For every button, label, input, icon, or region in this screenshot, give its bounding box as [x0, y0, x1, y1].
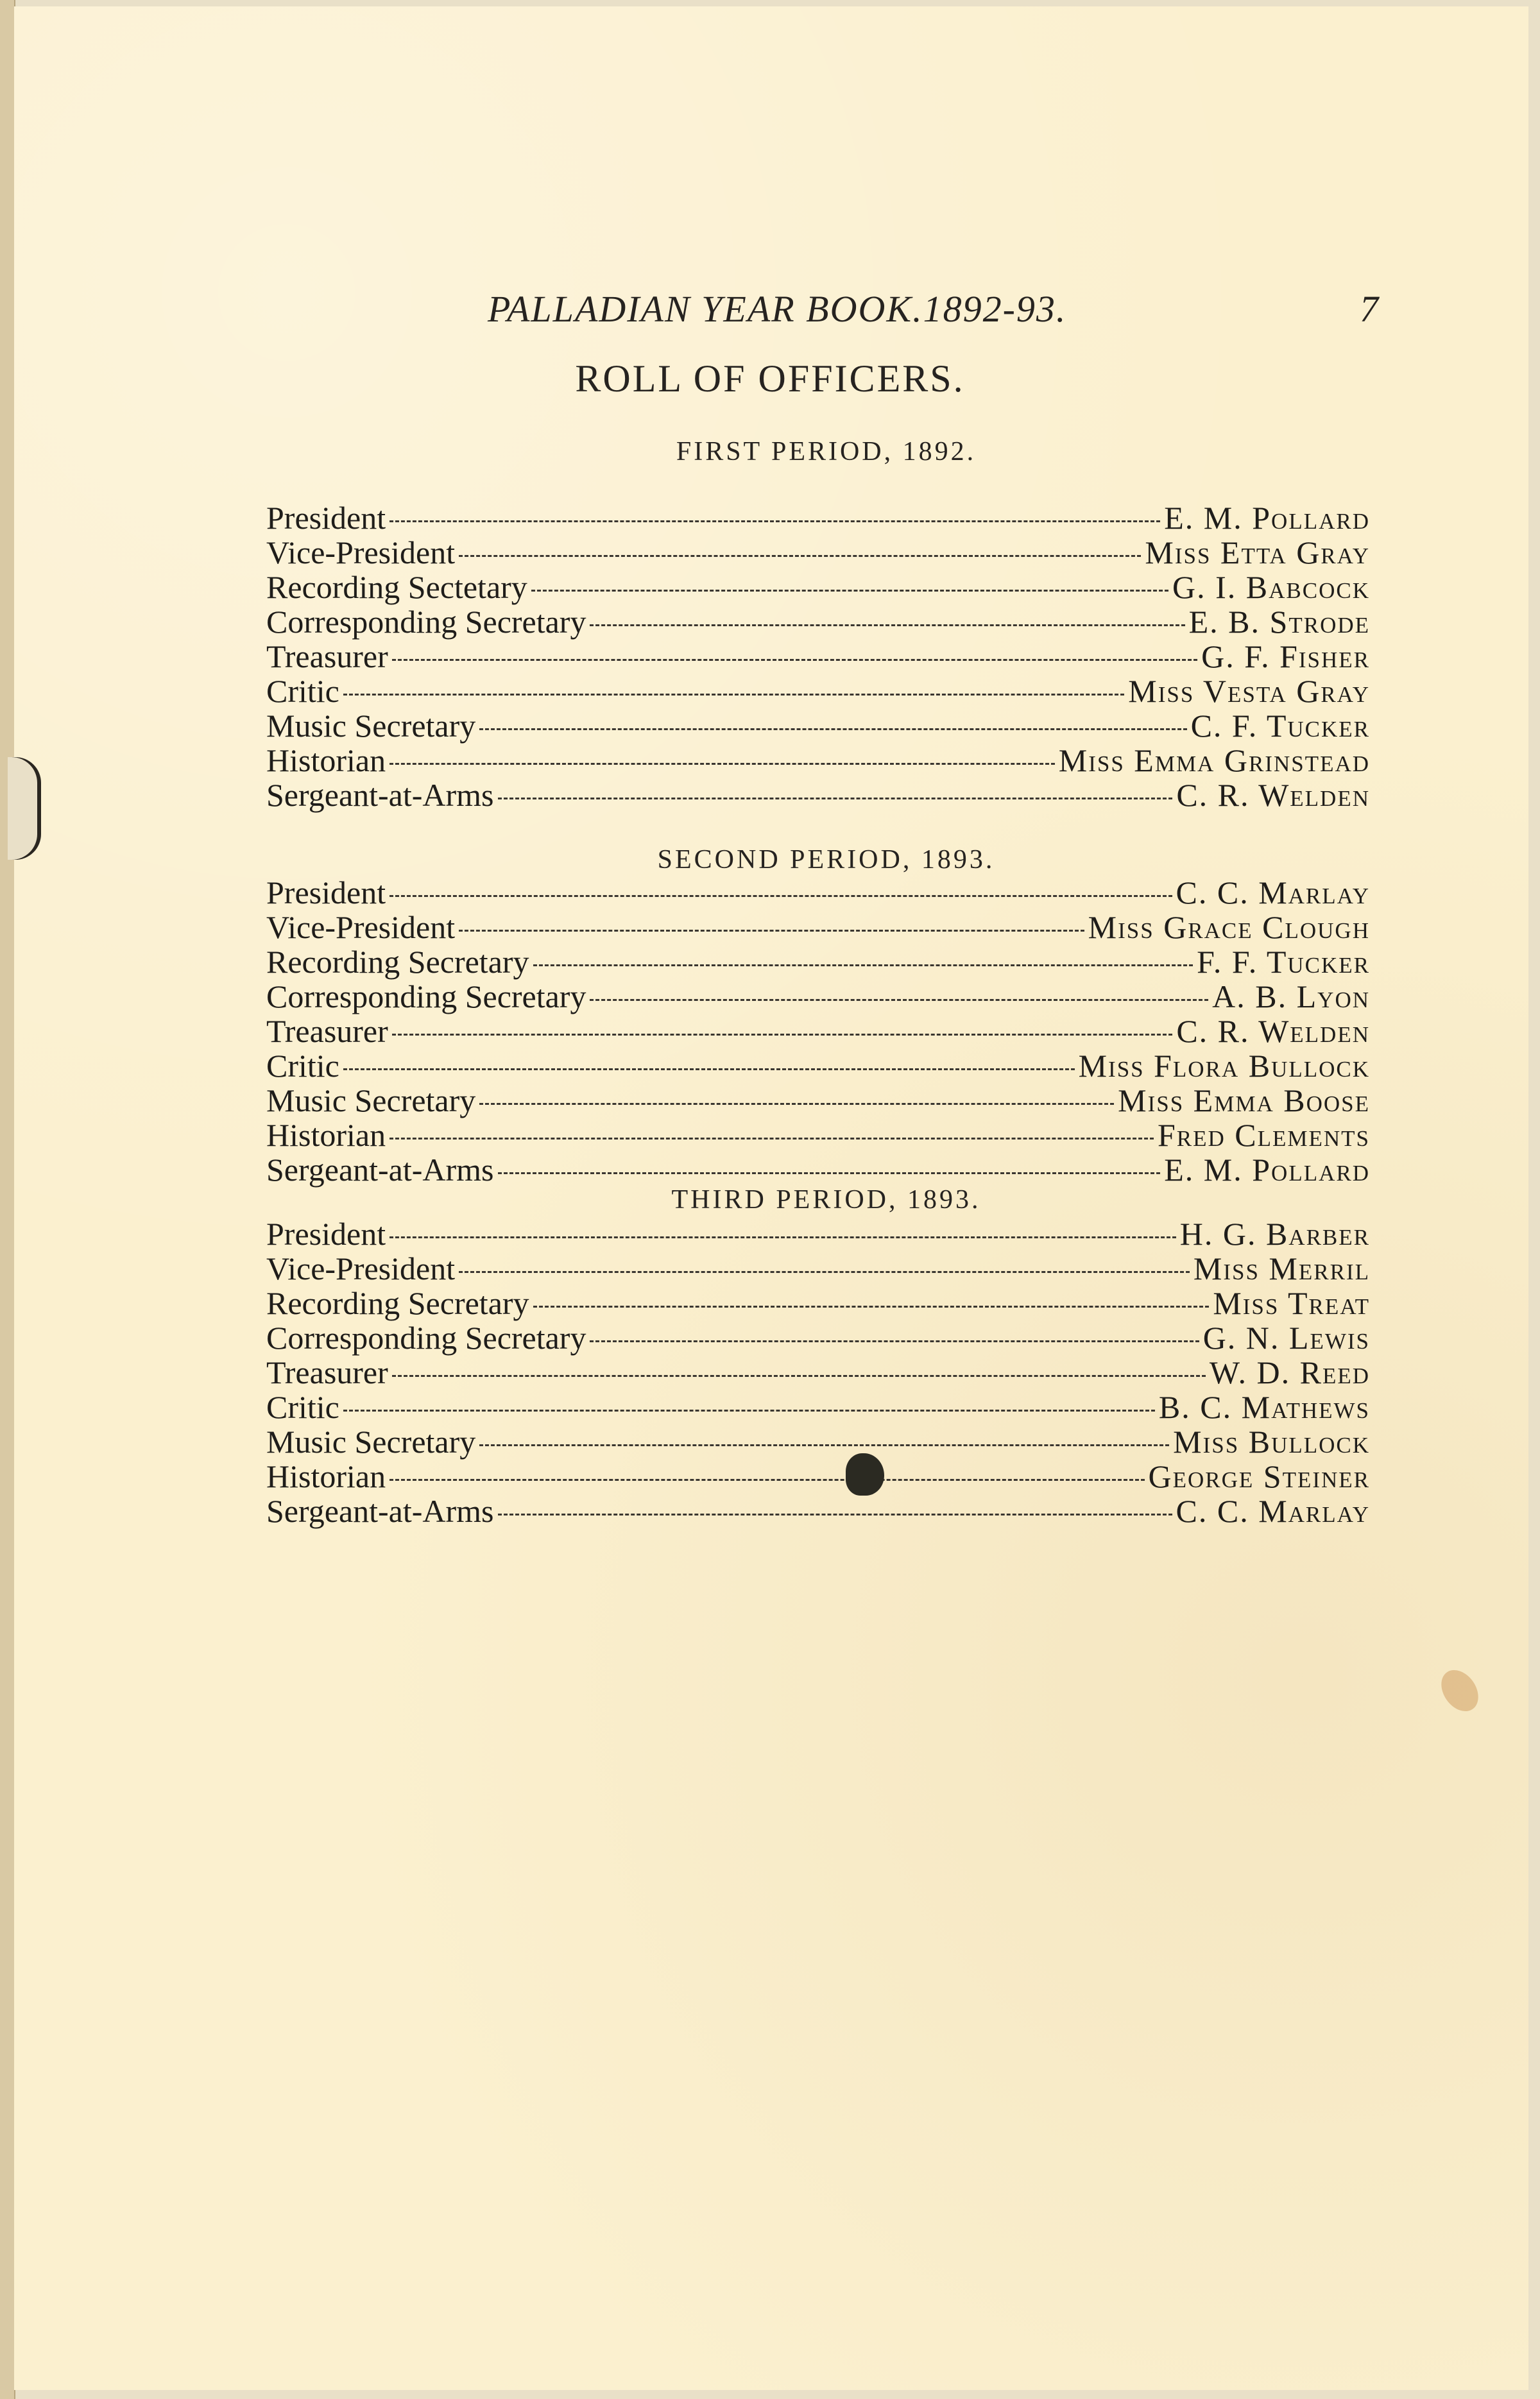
period-title: SECOND PERIOD, 1893. — [657, 845, 995, 875]
dot-leader — [389, 1138, 1154, 1140]
officer-row — [266, 708, 1370, 743]
officer-row — [266, 944, 1370, 979]
dot-leader — [479, 1103, 1114, 1105]
officer-name: Miss Treat — [1213, 1285, 1370, 1321]
officer-row — [266, 1048, 1370, 1083]
officer-row — [266, 639, 1370, 674]
officer-name: C. C. Marlay — [1176, 1493, 1370, 1529]
officer-row — [266, 535, 1370, 570]
officer-row — [266, 1152, 1370, 1187]
officer-row — [266, 1286, 1370, 1320]
dot-leader — [590, 624, 1185, 626]
officer-role: President — [266, 875, 386, 910]
officer-name: Miss Flora Bullock — [1078, 1048, 1370, 1084]
page-title: ROLL OF OFFICERS. — [575, 357, 965, 400]
officer-name: E. M. Pollard — [1164, 1152, 1370, 1188]
dot-leader — [343, 1068, 1075, 1070]
officer-row — [266, 1459, 1370, 1494]
officer-role: Recording Secretary — [266, 1285, 529, 1321]
officer-role: Corresponding Secretary — [266, 1320, 586, 1356]
officer-row — [266, 500, 1370, 535]
dot-leader — [533, 964, 1194, 966]
officer-role: Historian — [266, 1117, 386, 1153]
officer-name: H. G. Barber — [1179, 1216, 1370, 1252]
officer-role: Historian — [266, 1458, 386, 1494]
officer-row — [266, 743, 1370, 778]
dot-leader — [498, 1514, 1172, 1515]
officer-role: Critic — [266, 1048, 339, 1084]
officer-role: Music Secretary — [266, 1424, 476, 1460]
officer-name: G. N. Lewis — [1202, 1320, 1370, 1356]
dot-leader — [590, 999, 1208, 1001]
officer-name: Miss Emma Boose — [1118, 1082, 1370, 1118]
officer-role: Recording Sectetary — [266, 569, 527, 605]
dot-leader — [392, 1375, 1206, 1377]
officer-row — [266, 1014, 1370, 1048]
officer-name: Miss Grace Clough — [1088, 909, 1370, 945]
officer-role: Vice-President — [266, 1251, 456, 1286]
officer-row — [266, 604, 1370, 639]
period-title: THIRD PERIOD, 1893. — [671, 1185, 981, 1215]
period-title: FIRST PERIOD, 1892. — [676, 437, 977, 466]
officer-name: F. F. Tucker — [1197, 944, 1370, 980]
dot-leader — [389, 1479, 1144, 1481]
page-number: 7 — [1360, 288, 1380, 330]
dot-leader — [479, 1444, 1169, 1446]
officer-role: Sergeant-at-Arms — [266, 1493, 494, 1529]
ink-blot — [846, 1453, 884, 1496]
dot-leader — [479, 728, 1186, 730]
officer-name: C. C. Marlay — [1176, 875, 1370, 910]
officer-role: Vice-President — [266, 909, 456, 945]
officer-name: G. F. Fisher — [1201, 638, 1370, 674]
dot-leader — [343, 1410, 1155, 1412]
officer-row — [266, 778, 1370, 812]
officer-row — [266, 1083, 1370, 1118]
dot-leader — [533, 1306, 1210, 1308]
dot-leader — [343, 694, 1124, 696]
officer-row — [266, 570, 1370, 604]
dot-leader — [389, 520, 1160, 522]
officer-name: A. B. Lyon — [1212, 978, 1370, 1014]
dot-leader — [392, 1034, 1173, 1036]
dot-leader — [498, 798, 1173, 799]
officer-name: E. B. Strode — [1188, 604, 1370, 640]
dot-leader — [590, 1340, 1199, 1342]
dot-leader — [389, 763, 1055, 765]
officer-row — [266, 674, 1370, 708]
officer-role: Vice-President — [266, 534, 456, 570]
officer-role: Critic — [266, 1389, 339, 1425]
officer-name: Miss Vesta Gray — [1128, 673, 1370, 709]
officer-row — [266, 910, 1370, 944]
officer-name: E. M. Pollard — [1164, 500, 1370, 536]
officer-name: W. D. Reed — [1209, 1354, 1370, 1390]
dot-leader — [498, 1172, 1161, 1174]
officer-role: Critic — [266, 673, 339, 709]
officer-row — [266, 1217, 1370, 1251]
dot-leader — [389, 1236, 1176, 1238]
officer-role: Music Secretary — [266, 1082, 476, 1118]
dot-leader — [459, 555, 1141, 557]
officer-role: Treasurer — [266, 1354, 388, 1390]
officer-role: President — [266, 1216, 386, 1252]
officer-row — [266, 875, 1370, 910]
officer-name: G. I. Babcock — [1172, 569, 1370, 605]
officer-role: Sergeant-at-Arms — [266, 1152, 494, 1188]
officer-role: Corresponding Secretary — [266, 604, 586, 640]
officer-name: Fred Clements — [1157, 1117, 1370, 1153]
officer-role: Sergeant-at-Arms — [266, 777, 494, 813]
dot-leader — [392, 659, 1197, 661]
officer-name: C. R. Welden — [1176, 1013, 1370, 1049]
officer-role: Music Secretary — [266, 708, 476, 744]
officer-row — [266, 1251, 1370, 1286]
officer-name: Miss Merril — [1193, 1251, 1370, 1286]
officer-role: Recording Secretary — [266, 944, 529, 980]
dot-leader — [459, 1271, 1190, 1273]
officer-name: C. R. Welden — [1176, 777, 1370, 813]
officer-row — [266, 1390, 1370, 1424]
officer-role: President — [266, 500, 386, 536]
dot-leader — [459, 930, 1084, 932]
officer-role: Treasurer — [266, 1013, 388, 1049]
officer-name: Miss Emma Grinstead — [1058, 742, 1370, 778]
officer-role: Treasurer — [266, 638, 388, 674]
officer-name: C. F. Tucker — [1190, 708, 1370, 744]
officer-row — [266, 1424, 1370, 1459]
officer-role: Corresponding Secretary — [266, 978, 586, 1014]
dot-leader — [531, 590, 1168, 592]
officer-row — [266, 1118, 1370, 1152]
officer-row — [266, 1494, 1370, 1528]
officer-row — [266, 1320, 1370, 1355]
officer-row — [266, 979, 1370, 1014]
officer-role: Historian — [266, 742, 386, 778]
officer-row — [266, 1355, 1370, 1390]
officer-name: Miss Etta Gray — [1145, 534, 1370, 570]
officer-name: B. C. Mathews — [1158, 1389, 1370, 1425]
officer-name: Miss Bullock — [1173, 1424, 1370, 1460]
dot-leader — [389, 895, 1172, 897]
header-title: PALLADIAN YEAR BOOK.1892-93. — [488, 288, 1067, 330]
officer-name: George Steiner — [1148, 1458, 1370, 1494]
